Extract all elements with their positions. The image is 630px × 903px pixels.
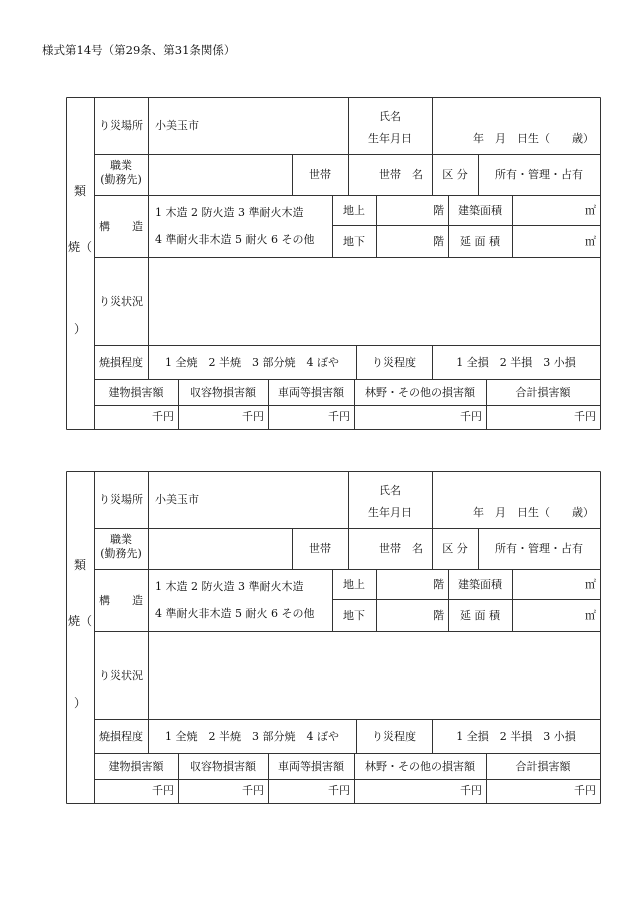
floor-area-unit: ㎡ [585,235,596,248]
building-damage-label: 建物損害額 [108,760,164,773]
vehicle-damage-label: 車両等損害額 [278,760,344,773]
floor-area-label: 延 面 積 [460,235,500,248]
building-area-label: 建築面積 [458,578,502,591]
damage-degree-options: 1 全損 2 半損 3 小損 [456,730,576,743]
vehicle-damage-yen: 千円 [328,784,350,797]
floor-area-unit: ㎡ [585,609,596,622]
side-label-char-3: ） [73,696,86,710]
contents-damage-label: 収容物損害額 [190,386,256,399]
side-label-char-1: 類 [73,558,86,572]
birth-date-value: 年 月 日生（ 歳） [473,506,594,519]
building-area-unit: ㎡ [585,578,596,591]
fire-situation-label: り災状況 [99,295,143,308]
vehicle-damage-label: 車両等損害額 [278,386,344,399]
floor-unit-above: 階 [433,204,444,217]
floor-unit-below: 階 [433,235,444,248]
forest-damage-yen: 千円 [460,784,482,797]
structure-label: 構 造 [99,594,143,607]
damage-degree-options: 1 全損 2 半損 3 小損 [456,356,576,369]
name-label: 氏名 [379,110,401,123]
floor-unit-above: 階 [433,578,444,591]
structure-types-line2: 4 準耐火非木造 5 耐火 6 その他 [155,233,315,246]
classification-label: 区 分 [442,168,468,181]
side-label-char-3: ） [73,322,86,336]
location-value: 小美玉市 [155,493,199,506]
fire-location-label: り災場所 [99,493,143,506]
above-ground-label: 地上 [343,204,365,217]
birth-date-label: 生年月日 [368,132,412,145]
total-damage-label: 合計損害額 [515,386,571,399]
ownership-label: 所有・管理・占有 [495,542,583,555]
structure-types-line1: 1 木造 2 防火造 3 準耐火木造 [155,206,304,219]
fire-report-form-2 [0,471,630,811]
occupation-sub-label: (勤務先) [100,547,142,560]
household-label: 世帯 [309,168,331,181]
below-ground-label: 地下 [343,609,365,622]
building-damage-yen: 千円 [152,784,174,797]
side-label-char-2: 焼（ [67,614,92,628]
classification-label: 区 分 [442,542,468,555]
damage-degree-label: り災程度 [372,356,416,369]
burn-degree-label: 焼損程度 [99,730,143,743]
side-label-char-1: 類 [73,184,86,198]
ownership-label: 所有・管理・占有 [495,168,583,181]
below-ground-label: 地下 [343,235,365,248]
birth-date-label: 生年月日 [368,506,412,519]
contents-damage-label: 収容物損害額 [190,760,256,773]
vehicle-damage-yen: 千円 [328,410,350,423]
building-damage-label: 建物損害額 [108,386,164,399]
side-label-char-2: 焼（ [67,240,92,254]
total-damage-label: 合計損害額 [515,760,571,773]
building-area-label: 建築面積 [458,204,502,217]
forest-damage-label: 林野・その他の損害額 [365,760,475,773]
occupation-sub-label: (勤務先) [100,173,142,186]
occupation-label: 職業 [110,533,132,546]
forest-damage-yen: 千円 [460,410,482,423]
household-name-label: 世帯 名 [379,168,423,181]
structure-types-line1: 1 木造 2 防火造 3 準耐火木造 [155,580,304,593]
structure-label: 構 造 [99,220,143,233]
total-damage-yen: 千円 [574,410,596,423]
name-label: 氏名 [379,484,401,497]
total-damage-yen: 千円 [574,784,596,797]
burn-degree-options: 1 全焼 2 半焼 3 部分焼 4 ぼや [165,730,339,743]
floor-area-label: 延 面 積 [460,609,500,622]
forest-damage-label: 林野・その他の損害額 [365,386,475,399]
occupation-label: 職業 [110,159,132,172]
building-area-unit: ㎡ [585,204,596,217]
birth-date-value: 年 月 日生（ 歳） [473,132,594,145]
floor-unit-below: 階 [433,609,444,622]
household-label: 世帯 [309,542,331,555]
contents-damage-yen: 千円 [242,784,264,797]
burn-degree-label: 焼損程度 [99,356,143,369]
above-ground-label: 地上 [343,578,365,591]
damage-degree-label: り災程度 [372,730,416,743]
fire-situation-label: り災状況 [99,669,143,682]
structure-types-line2: 4 準耐火非木造 5 耐火 6 その他 [155,607,315,620]
fire-report-form-1 [0,97,630,437]
location-value: 小美玉市 [155,119,199,132]
household-name-label: 世帯 名 [379,542,423,555]
fire-location-label: り災場所 [99,119,143,132]
form-title: 様式第14号（第29条、第31条関係） [42,43,236,57]
building-damage-yen: 千円 [152,410,174,423]
burn-degree-options: 1 全焼 2 半焼 3 部分焼 4 ぼや [165,356,339,369]
contents-damage-yen: 千円 [242,410,264,423]
